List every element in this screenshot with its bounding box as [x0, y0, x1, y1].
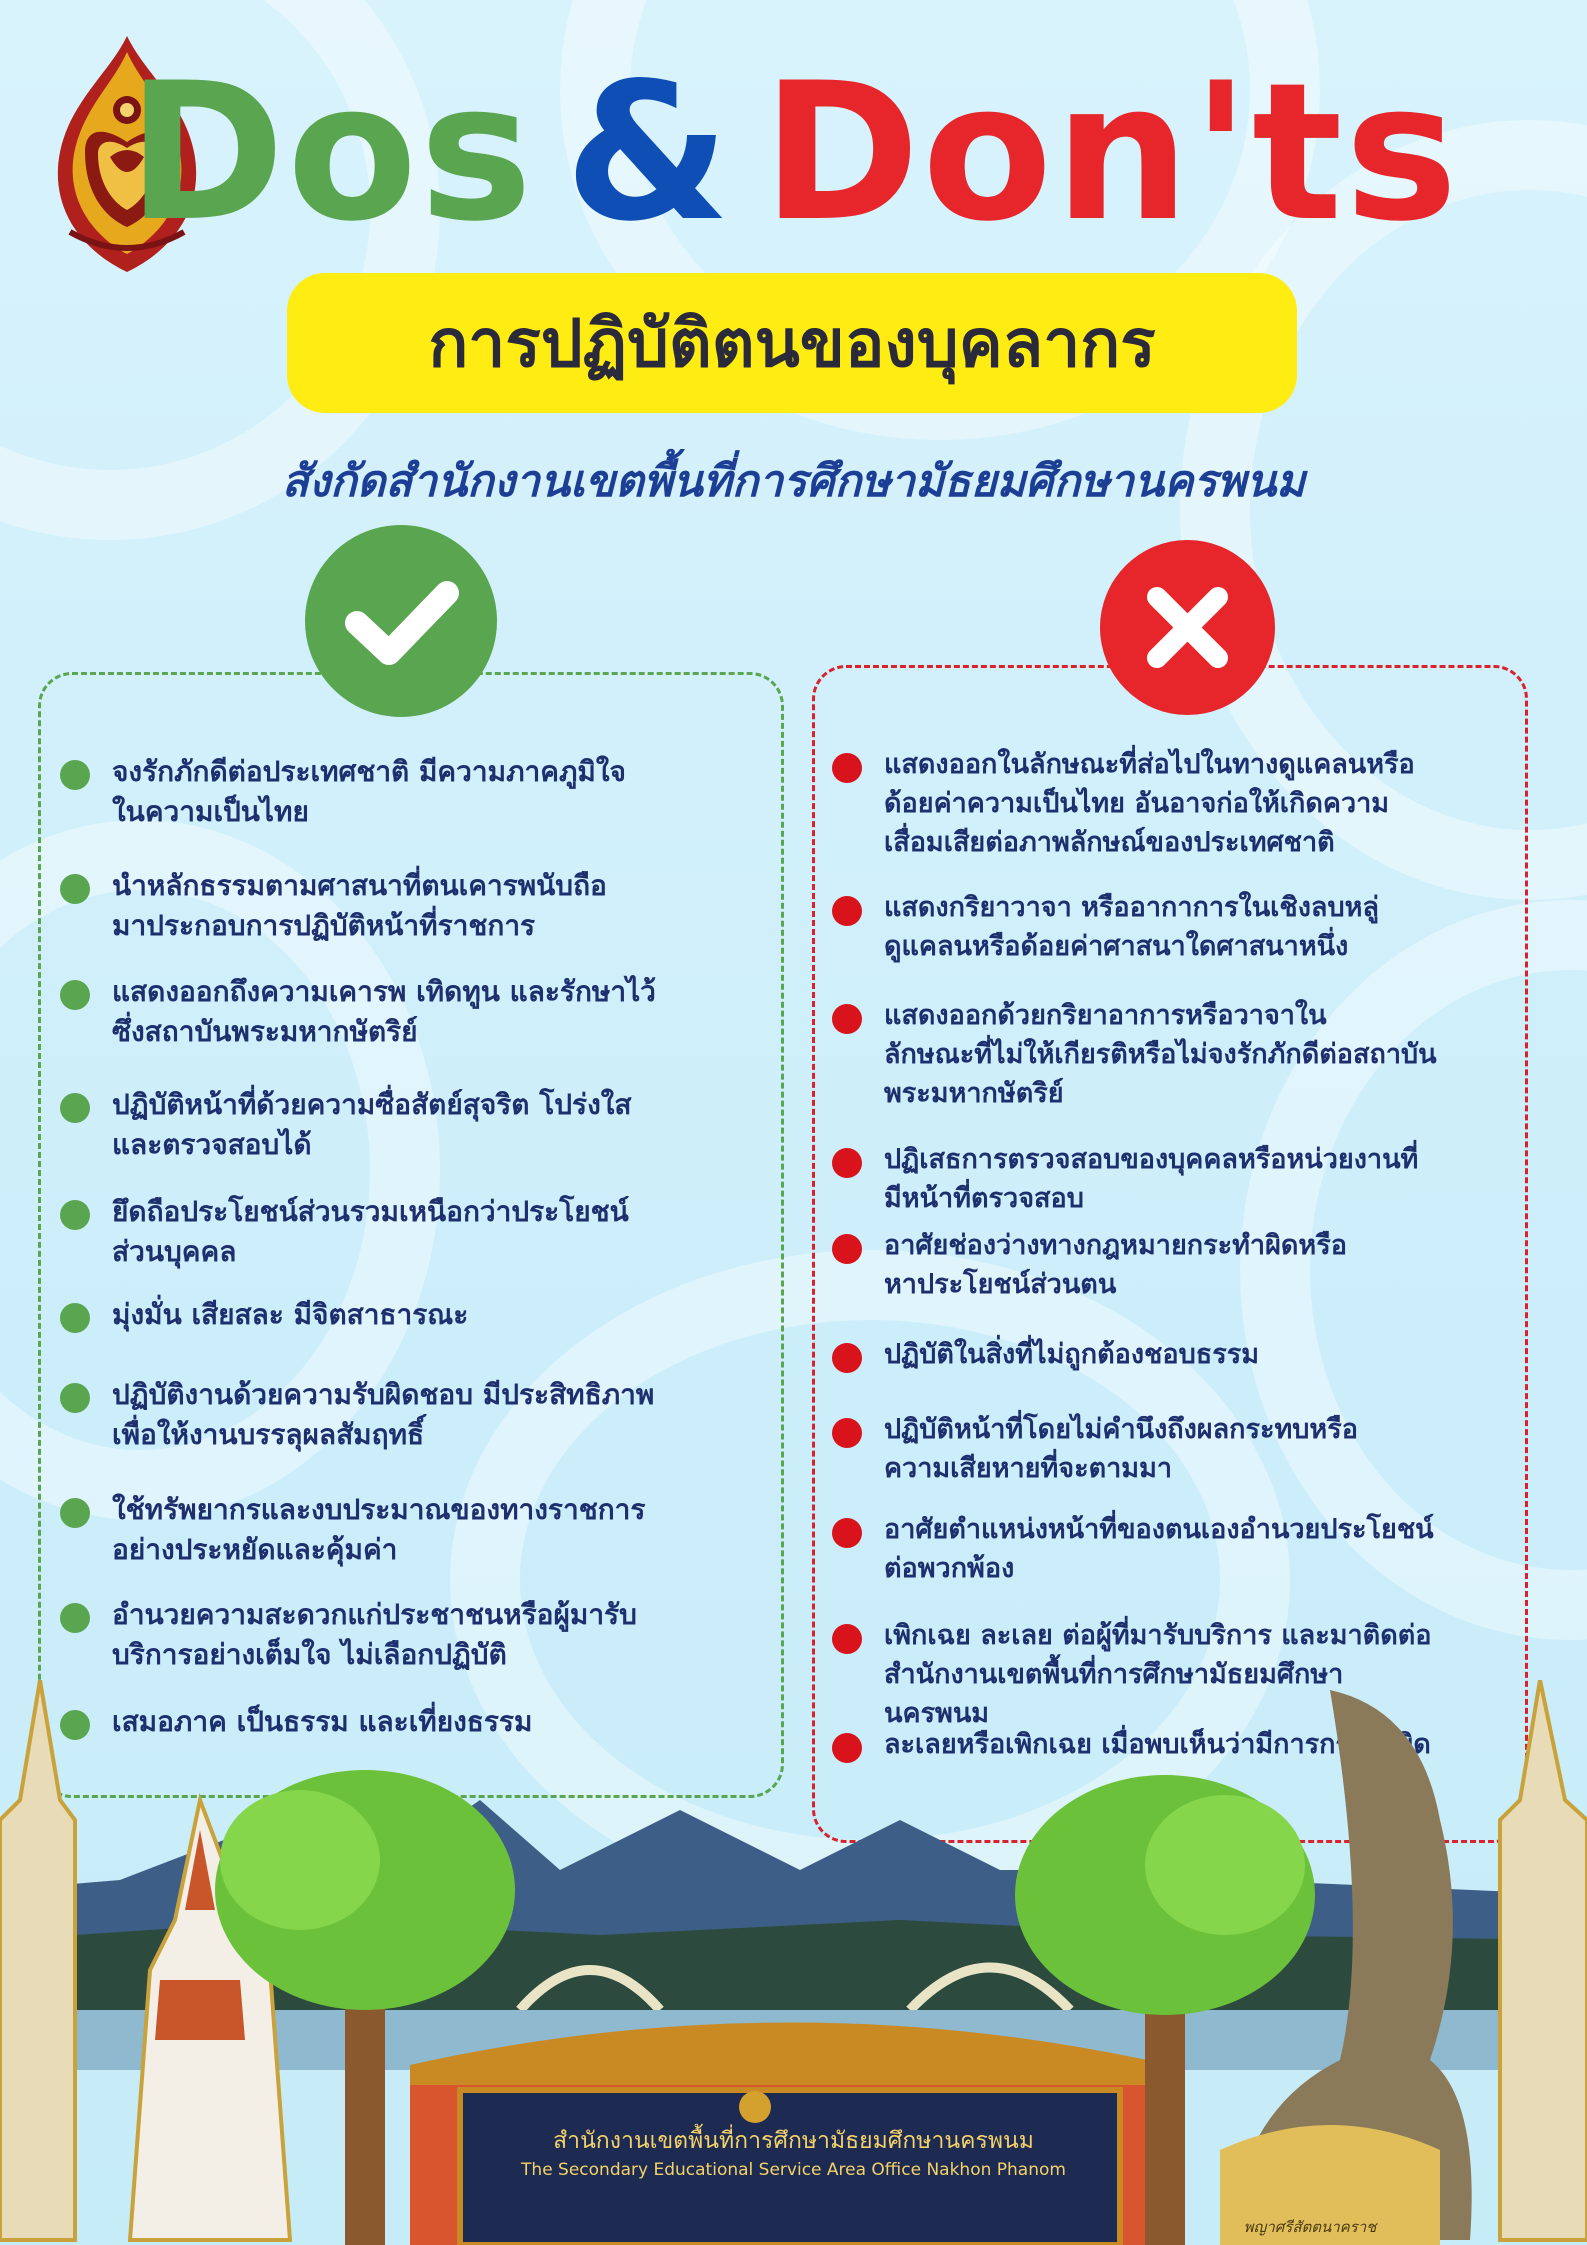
dont-item [832, 888, 1379, 966]
do-item-text: ปฏิบัติงานด้วยความรับผิดชอบ มีประสิทธิภาพ เพื่อให้งานบรรลุผลสัมฤทธิ์ [112, 1378, 655, 1451]
green-bullet [60, 1093, 90, 1123]
dont-badge [1100, 540, 1275, 715]
organization-line: สังกัดสำนักงานเขตพื้นที่การศึกษามัธยมศึกษานครพนม [281, 456, 1306, 507]
dont-item-text: ปฏิบัติในสิ่งที่ไม่ถูกต้องชอบธรรม [884, 1339, 1260, 1370]
dont-item [832, 1140, 1418, 1218]
red-bullet [832, 896, 862, 926]
red-bullet [832, 1518, 862, 1548]
green-bullet [60, 1303, 90, 1333]
do-item [60, 1375, 654, 1455]
do-item [60, 866, 607, 946]
dont-item-text: อาศัยตำแหน่งหน้าที่ของตนเองอำนวยประโยชน์ ต่อพวกพ้อง [884, 1514, 1434, 1584]
do-item [60, 1490, 645, 1570]
red-bullet [832, 1148, 862, 1178]
dont-item-text: ละเลยหรือเพิกเฉย เมื่อพบเห็นว่ามีการกระทำผิด [884, 1729, 1431, 1760]
page-title [0, 42, 1587, 263]
do-item [60, 1192, 629, 1272]
green-bullet [60, 980, 90, 1010]
do-item-text: อำนวยความสะดวกแก่ประชาชนหรือผู้มารับ บริการอย่างเต็มใจ ไม่เลือกปฏิบัติ [112, 1598, 637, 1671]
check-icon [305, 525, 497, 717]
dont-item-text: แสดงออกด้วยกริยาอาการหรือวาจาใน ลักษณะที่ไม่ให้เกียรติหรือไม่จงรักภักดีต่อสถาบัน พระมหากษัตริย์ [884, 1000, 1437, 1109]
do-item [60, 1595, 637, 1675]
dont-item-text: อาศัยช่องว่างทางกฎหมายกระทำผิดหรือ หาประโยชน์ส่วนตน [884, 1230, 1347, 1300]
cross-icon [1100, 540, 1275, 715]
do-item-text: จงรักภักดีต่อประเทศชาติ มีความภาคภูมิใจ ในความเป็นไทย [112, 755, 626, 828]
red-bullet [832, 1343, 862, 1373]
green-bullet [60, 1200, 90, 1230]
do-item-text: เสมอภาค เป็นธรรม และเที่ยงธรรม [112, 1705, 533, 1738]
do-item-text: ปฏิบัติหน้าที่ด้วยความซื่อสัตย์สุจริต โปร่งใส และตรวจสอบได้ [112, 1088, 632, 1161]
dont-item [832, 745, 1415, 862]
green-bullet [60, 874, 90, 904]
do-item-text: แสดงออกถึงความเคารพ เทิดทูน และรักษาไว้ ซึ่งสถาบันพระมหากษัตริย์ [112, 975, 656, 1048]
red-bullet [832, 1418, 862, 1448]
dont-item-text: แสดงกริยาวาจา หรืออากาการในเชิงลบหลู่ ดูแคลนหรือด้อยค่าศาสนาใดศาสนาหนึ่ง [884, 892, 1379, 962]
dont-item-text: แสดงออกในลักษณะที่ส่อไปในทางดูแคลนหรือ ด้อยค่าความเป็นไทย อันอาจก่อให้เกิดความ เสื่อมเสียต่อภาพลักษณ์ของประเทศชาติ [884, 749, 1415, 858]
sign-emblem-icon [739, 2091, 771, 2123]
title-dos: Dos [127, 42, 535, 263]
green-bullet [60, 1383, 90, 1413]
dont-item [832, 1226, 1347, 1304]
do-item [60, 752, 626, 832]
sign-subtitle: The Secondary Educational Service Area Office Nakhon Phanom [521, 2160, 1066, 2180]
dont-item [832, 1410, 1358, 1488]
tree-trunk [345, 1980, 385, 2245]
do-item-text: นำหลักธรรมตามศาสนาที่ตนเคารพนับถือ มาประกอบการปฏิบัติหน้าที่ราชการ [112, 869, 607, 942]
tree-trunk [1145, 1980, 1185, 2245]
do-badge [305, 525, 497, 717]
sign-title: สำนักงานเขตพื้นที่การศึกษามัธยมศึกษานครพนม [553, 2128, 1034, 2154]
green-bullet [60, 760, 90, 790]
green-bullet [60, 1603, 90, 1633]
statue-plaque: พญาศรีสัตตนาคราช [1243, 2218, 1377, 2236]
subtitle-banner [287, 273, 1297, 413]
subtitle: การปฏิบัติตนของบุคลากร [428, 304, 1156, 382]
dont-item [832, 996, 1437, 1113]
do-item-text: มุ่งมั่น เสียสละ มีจิตสาธารณะ [112, 1298, 469, 1331]
dont-item [832, 1510, 1434, 1588]
do-item [60, 1295, 468, 1335]
dont-item-text: เพิกเฉย ละเลย ต่อผู้ที่มารับบริการ และมาติดต่อ สำนักงานเขตพื้นที่การศึกษามัธยมศึกษา นครพนม [884, 1620, 1432, 1729]
do-item-text: ใช้ทรัพยากรและงบประมาณของทางราชการ อย่างประหยัดและคุ้มค่า [112, 1493, 646, 1566]
red-bullet [832, 753, 862, 783]
do-item [60, 1085, 632, 1165]
red-bullet [832, 1624, 862, 1654]
red-bullet [832, 1234, 862, 1264]
do-item-text: ยึดถือประโยชน์ส่วนรวมเหนือกว่าประโยชน์ ส่วนบุคคล [112, 1195, 629, 1268]
title-donts: Don'ts [762, 42, 1460, 263]
green-bullet [60, 1498, 90, 1528]
dont-item [832, 1335, 1259, 1374]
red-bullet [832, 1004, 862, 1034]
dont-item-text: ปฏิเสธการตรวจสอบของบุคคลหรือหน่วยงานที่ มีหน้าที่ตรวจสอบ [884, 1144, 1419, 1214]
do-item [60, 972, 656, 1052]
dont-item-text: ปฏิบัติหน้าที่โดยไม่คำนึงถึงผลกระทบหรือ ความเสียหายที่จะตามมา [884, 1414, 1358, 1484]
title-ampersand: & [564, 42, 733, 263]
